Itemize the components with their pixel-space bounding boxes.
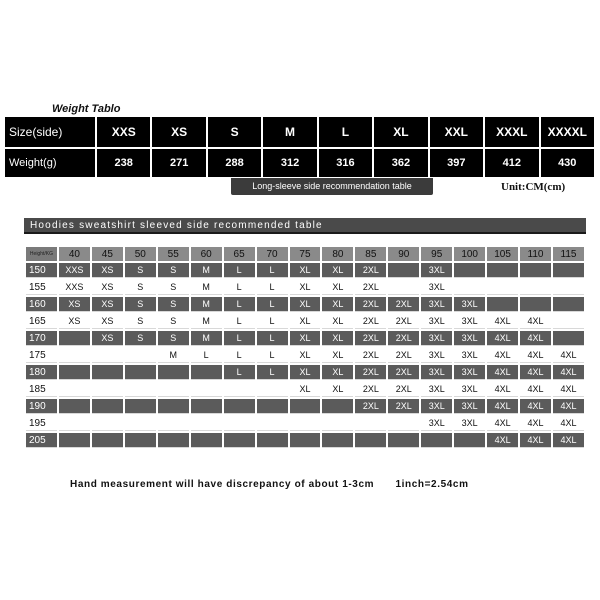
size-recommendation-cell <box>257 433 288 448</box>
size-recommendation-cell: L <box>224 314 255 329</box>
weight-cell: 430 <box>541 149 595 177</box>
weight-header-cell: 110 <box>520 247 551 261</box>
size-recommendation-cell <box>553 280 584 295</box>
grid-body <box>26 263 584 448</box>
size-recommendation-cell: L <box>257 263 288 278</box>
size-recommendation-cell: 3XL <box>421 365 452 380</box>
height-cell: 190 <box>26 399 57 414</box>
size-recommendation-cell <box>191 399 222 414</box>
size-recommendation-cell <box>322 416 353 431</box>
size-recommendation-cell: M <box>191 280 222 295</box>
size-recommendation-cell: M <box>191 263 222 278</box>
weight-cell: 316 <box>319 149 372 177</box>
size-recommendation-cell: S <box>158 263 189 278</box>
size-recommendation-cell: M <box>158 348 189 363</box>
height-row <box>26 416 584 431</box>
weight-header-cell: 45 <box>92 247 123 261</box>
size-recommendation-cell <box>520 280 551 295</box>
size-recommendation-cell: 4XL <box>520 399 551 414</box>
size-recommendation-cell: 2XL <box>355 348 386 363</box>
size-recommendation-cell <box>125 433 156 448</box>
size-recommendation-cell: 4XL <box>520 365 551 380</box>
size-recommendation-cell: L <box>257 365 288 380</box>
size-recommendation-cell <box>257 416 288 431</box>
size-recommendation-cell: 4XL <box>520 348 551 363</box>
height-row <box>26 280 584 295</box>
size-recommendation-cell: 2XL <box>388 399 419 414</box>
size-recommendation-cell: 4XL <box>487 348 518 363</box>
weight-header-cell: 60 <box>191 247 222 261</box>
weight-header-cell: 95 <box>421 247 452 261</box>
size-recommendation-cell <box>92 348 123 363</box>
hoodie-size-grid <box>24 245 586 450</box>
size-recommendation-cell: S <box>158 280 189 295</box>
weight-cell: 271 <box>152 149 205 177</box>
size-recommendation-cell: M <box>191 297 222 312</box>
height-row <box>26 331 584 346</box>
weight-header-cell: 40 <box>59 247 90 261</box>
size-recommendation-cell <box>59 348 90 363</box>
size-recommendation-cell: 4XL <box>487 314 518 329</box>
size-recommendation-cell: L <box>224 280 255 295</box>
height-cell: 180 <box>26 365 57 380</box>
size-cell: XXS <box>97 117 150 147</box>
size-recommendation-cell <box>355 433 386 448</box>
size-recommendation-cell: 2XL <box>355 331 386 346</box>
size-recommendation-cell <box>125 399 156 414</box>
size-recommendation-cell: XL <box>322 365 353 380</box>
size-recommendation-cell: 3XL <box>454 348 485 363</box>
size-recommendation-cell <box>454 433 485 448</box>
height-row <box>26 348 584 363</box>
size-recommendation-cell: 2XL <box>355 280 386 295</box>
size-recommendation-cell <box>421 433 452 448</box>
size-recommendation-cell: XS <box>92 263 123 278</box>
weight-header-cell: 65 <box>224 247 255 261</box>
size-recommendation-cell: 4XL <box>553 365 584 380</box>
size-recommendation-cell: L <box>257 297 288 312</box>
size-recommendation-cell <box>388 263 419 278</box>
weight-row-label: Weight(g) <box>5 149 95 177</box>
size-cell: XS <box>152 117 205 147</box>
size-recommendation-cell: 2XL <box>388 348 419 363</box>
size-recommendation-cell <box>158 433 189 448</box>
size-recommendation-cell <box>125 348 156 363</box>
size-recommendation-cell: L <box>257 348 288 363</box>
size-recommendation-cell: L <box>224 263 255 278</box>
size-recommendation-cell: 2XL <box>388 365 419 380</box>
size-recommendation-cell <box>322 399 353 414</box>
size-recommendation-cell: 3XL <box>421 297 452 312</box>
size-recommendation-cell: S <box>125 331 156 346</box>
size-recommendation-cell: 3XL <box>454 331 485 346</box>
size-recommendation-cell <box>454 263 485 278</box>
size-recommendation-cell <box>257 382 288 397</box>
weight-table-title: Weight Tablo <box>52 103 121 115</box>
height-cell: 205 <box>26 433 57 448</box>
weight-header-cell: 70 <box>257 247 288 261</box>
size-recommendation-cell: 4XL <box>520 416 551 431</box>
size-recommendation-cell: XS <box>92 280 123 295</box>
size-recommendation-cell <box>290 433 321 448</box>
size-recommendation-cell: XL <box>322 331 353 346</box>
size-recommendation-cell: 2XL <box>388 331 419 346</box>
size-recommendation-cell: L <box>191 348 222 363</box>
size-recommendation-cell <box>355 416 386 431</box>
size-recommendation-cell: L <box>257 331 288 346</box>
size-recommendation-cell: 4XL <box>553 348 584 363</box>
size-recommendation-cell <box>520 297 551 312</box>
size-recommendation-cell <box>59 382 90 397</box>
size-recommendation-cell <box>59 331 90 346</box>
weight-cell: 312 <box>263 149 316 177</box>
size-recommendation-cell <box>487 280 518 295</box>
size-recommendation-cell: L <box>224 365 255 380</box>
size-recommendation-cell: 3XL <box>421 416 452 431</box>
size-recommendation-cell: 2XL <box>355 314 386 329</box>
size-recommendation-cell <box>224 433 255 448</box>
size-recommendation-cell <box>191 416 222 431</box>
size-recommendation-cell: 2XL <box>355 297 386 312</box>
size-recommendation-cell: 3XL <box>421 331 452 346</box>
weight-cell: 238 <box>97 149 150 177</box>
weight-header-cell: 105 <box>487 247 518 261</box>
size-recommendation-cell: 4XL <box>487 331 518 346</box>
size-recommendation-cell <box>224 382 255 397</box>
size-recommendation-cell <box>59 433 90 448</box>
size-recommendation-cell <box>322 433 353 448</box>
size-recommendation-cell <box>191 382 222 397</box>
size-recommendation-cell: S <box>158 314 189 329</box>
weight-header-cell: 55 <box>158 247 189 261</box>
size-recommendation-cell <box>454 280 485 295</box>
size-recommendation-cell: XL <box>290 263 321 278</box>
size-recommendation-cell: XS <box>92 314 123 329</box>
size-recommendation-cell: 3XL <box>421 263 452 278</box>
size-recommendation-cell <box>158 365 189 380</box>
height-row <box>26 365 584 380</box>
size-recommendation-cell: 3XL <box>421 382 452 397</box>
size-recommendation-cell: XL <box>322 280 353 295</box>
size-recommendation-cell: XS <box>59 297 90 312</box>
size-recommendation-cell: M <box>191 331 222 346</box>
size-recommendation-cell <box>125 416 156 431</box>
size-recommendation-cell: S <box>158 297 189 312</box>
weight-header-cell: 90 <box>388 247 419 261</box>
size-row <box>5 117 594 147</box>
height-row <box>26 314 584 329</box>
size-recommendation-cell: 4XL <box>520 314 551 329</box>
size-recommendation-cell: XL <box>322 382 353 397</box>
size-recommendation-cell: 4XL <box>487 399 518 414</box>
size-recommendation-cell: 4XL <box>520 433 551 448</box>
size-recommendation-cell: XXS <box>59 280 90 295</box>
height-cell: 170 <box>26 331 57 346</box>
size-recommendation-cell: XL <box>290 331 321 346</box>
weight-table <box>3 115 596 179</box>
size-recommendation-cell: 4XL <box>553 382 584 397</box>
height-row <box>26 382 584 397</box>
size-recommendation-cell: XS <box>59 314 90 329</box>
size-recommendation-cell: L <box>257 314 288 329</box>
size-recommendation-cell: L <box>224 331 255 346</box>
size-recommendation-cell: XL <box>322 314 353 329</box>
size-recommendation-cell <box>553 331 584 346</box>
height-cell: 160 <box>26 297 57 312</box>
size-recommendation-cell <box>224 399 255 414</box>
size-recommendation-cell: 4XL <box>520 331 551 346</box>
size-recommendation-cell <box>388 433 419 448</box>
size-recommendation-cell: 4XL <box>553 416 584 431</box>
size-recommendation-cell: 3XL <box>454 365 485 380</box>
size-cell: XL <box>374 117 427 147</box>
size-recommendation-cell: 3XL <box>454 382 485 397</box>
size-recommendation-cell <box>59 365 90 380</box>
size-recommendation-cell <box>191 433 222 448</box>
weight-header-cell: 80 <box>322 247 353 261</box>
size-recommendation-cell: 3XL <box>454 416 485 431</box>
size-recommendation-cell <box>487 297 518 312</box>
size-recommendation-cell: XL <box>290 382 321 397</box>
size-recommendation-cell: M <box>191 314 222 329</box>
size-recommendation-cell <box>388 280 419 295</box>
weight-header-cell: 85 <box>355 247 386 261</box>
size-recommendation-cell: 3XL <box>421 280 452 295</box>
size-recommendation-cell <box>92 382 123 397</box>
size-recommendation-cell: XL <box>290 365 321 380</box>
size-recommendation-cell: S <box>125 314 156 329</box>
size-recommendation-cell <box>158 416 189 431</box>
weight-header-cell: 115 <box>553 247 584 261</box>
height-cell: 155 <box>26 280 57 295</box>
size-recommendation-cell: 2XL <box>388 382 419 397</box>
size-cell: XXXL <box>485 117 538 147</box>
size-recommendation-cell <box>125 382 156 397</box>
weight-header-cell: 75 <box>290 247 321 261</box>
inch-conversion: 1inch=2.54cm <box>395 479 469 490</box>
size-recommendation-cell: 3XL <box>421 348 452 363</box>
height-row <box>26 433 584 448</box>
height-cell: 195 <box>26 416 57 431</box>
size-recommendation-cell: XS <box>92 331 123 346</box>
size-recommendation-cell <box>59 399 90 414</box>
size-recommendation-cell: 4XL <box>487 382 518 397</box>
size-recommendation-cell <box>553 263 584 278</box>
size-recommendation-cell: 3XL <box>454 399 485 414</box>
size-recommendation-cell <box>92 433 123 448</box>
size-recommendation-cell <box>92 399 123 414</box>
weight-cell: 412 <box>485 149 538 177</box>
size-recommendation-cell: S <box>125 297 156 312</box>
size-recommendation-cell: 4XL <box>487 416 518 431</box>
size-recommendation-cell: XL <box>322 263 353 278</box>
size-recommendation-cell: 2XL <box>388 297 419 312</box>
size-recommendation-cell: XL <box>290 314 321 329</box>
height-row <box>26 399 584 414</box>
size-recommendation-cell <box>92 365 123 380</box>
weight-cell: 362 <box>374 149 427 177</box>
long-sleeve-banner: Long-sleeve side recommendation table <box>231 178 433 195</box>
size-recommendation-cell <box>257 399 288 414</box>
size-recommendation-cell <box>553 297 584 312</box>
size-recommendation-cell <box>59 416 90 431</box>
height-cell: 165 <box>26 314 57 329</box>
size-recommendation-cell: XL <box>290 280 321 295</box>
size-recommendation-cell: XL <box>290 297 321 312</box>
size-recommendation-cell: S <box>125 280 156 295</box>
weight-cell: 288 <box>208 149 261 177</box>
size-cell: XXL <box>430 117 483 147</box>
hoodie-table-title: Hoodies sweatshirt sleeved side recommended table <box>24 218 586 234</box>
weight-header-cell: 50 <box>125 247 156 261</box>
size-cell: S <box>208 117 261 147</box>
size-recommendation-cell: 4XL <box>487 365 518 380</box>
size-recommendation-cell <box>191 365 222 380</box>
unit-label: Unit:CM(cm) <box>501 181 566 193</box>
height-weight-corner: Height/KG <box>26 247 57 261</box>
height-cell: 175 <box>26 348 57 363</box>
measurement-note: Hand measurement will have discrepancy of about 1-3cm <box>70 479 375 490</box>
size-recommendation-cell <box>290 416 321 431</box>
size-recommendation-cell: L <box>224 348 255 363</box>
size-recommendation-cell <box>487 263 518 278</box>
size-recommendation-cell: XS <box>92 297 123 312</box>
weight-row <box>5 149 594 177</box>
size-recommendation-cell <box>553 314 584 329</box>
weight-header-row <box>26 247 584 261</box>
weight-header-cell: 100 <box>454 247 485 261</box>
size-recommendation-cell: 2XL <box>355 263 386 278</box>
size-recommendation-cell: 3XL <box>421 399 452 414</box>
weight-cell: 397 <box>430 149 483 177</box>
footnote <box>70 479 487 490</box>
height-row <box>26 263 584 278</box>
size-recommendation-cell: XL <box>322 348 353 363</box>
size-recommendation-cell: 4XL <box>487 433 518 448</box>
size-recommendation-cell: XL <box>290 348 321 363</box>
size-recommendation-cell: XXS <box>59 263 90 278</box>
height-row <box>26 297 584 312</box>
size-cell: M <box>263 117 316 147</box>
size-recommendation-cell: 4XL <box>553 433 584 448</box>
size-recommendation-cell <box>92 416 123 431</box>
size-recommendation-cell <box>388 416 419 431</box>
size-recommendation-cell: 3XL <box>421 314 452 329</box>
size-recommendation-cell: 4XL <box>520 382 551 397</box>
size-recommendation-cell: 3XL <box>454 314 485 329</box>
height-cell: 185 <box>26 382 57 397</box>
size-cell: L <box>319 117 372 147</box>
size-recommendation-cell: XL <box>322 297 353 312</box>
size-recommendation-cell: 2XL <box>388 314 419 329</box>
size-recommendation-cell: S <box>125 263 156 278</box>
size-recommendation-cell: 2XL <box>355 399 386 414</box>
size-recommendation-cell <box>158 399 189 414</box>
size-recommendation-cell: L <box>257 280 288 295</box>
size-recommendation-cell <box>125 365 156 380</box>
size-recommendation-cell: 2XL <box>355 365 386 380</box>
size-recommendation-cell <box>224 416 255 431</box>
size-recommendation-cell <box>520 263 551 278</box>
size-row-label: Size(side) <box>5 117 95 147</box>
size-recommendation-cell: L <box>224 297 255 312</box>
size-recommendation-cell <box>158 382 189 397</box>
size-recommendation-cell: 2XL <box>355 382 386 397</box>
size-cell: XXXXL <box>541 117 595 147</box>
size-recommendation-cell: S <box>158 331 189 346</box>
size-recommendation-cell <box>290 399 321 414</box>
height-cell: 150 <box>26 263 57 278</box>
size-recommendation-cell: 3XL <box>454 297 485 312</box>
size-recommendation-cell: 4XL <box>553 399 584 414</box>
